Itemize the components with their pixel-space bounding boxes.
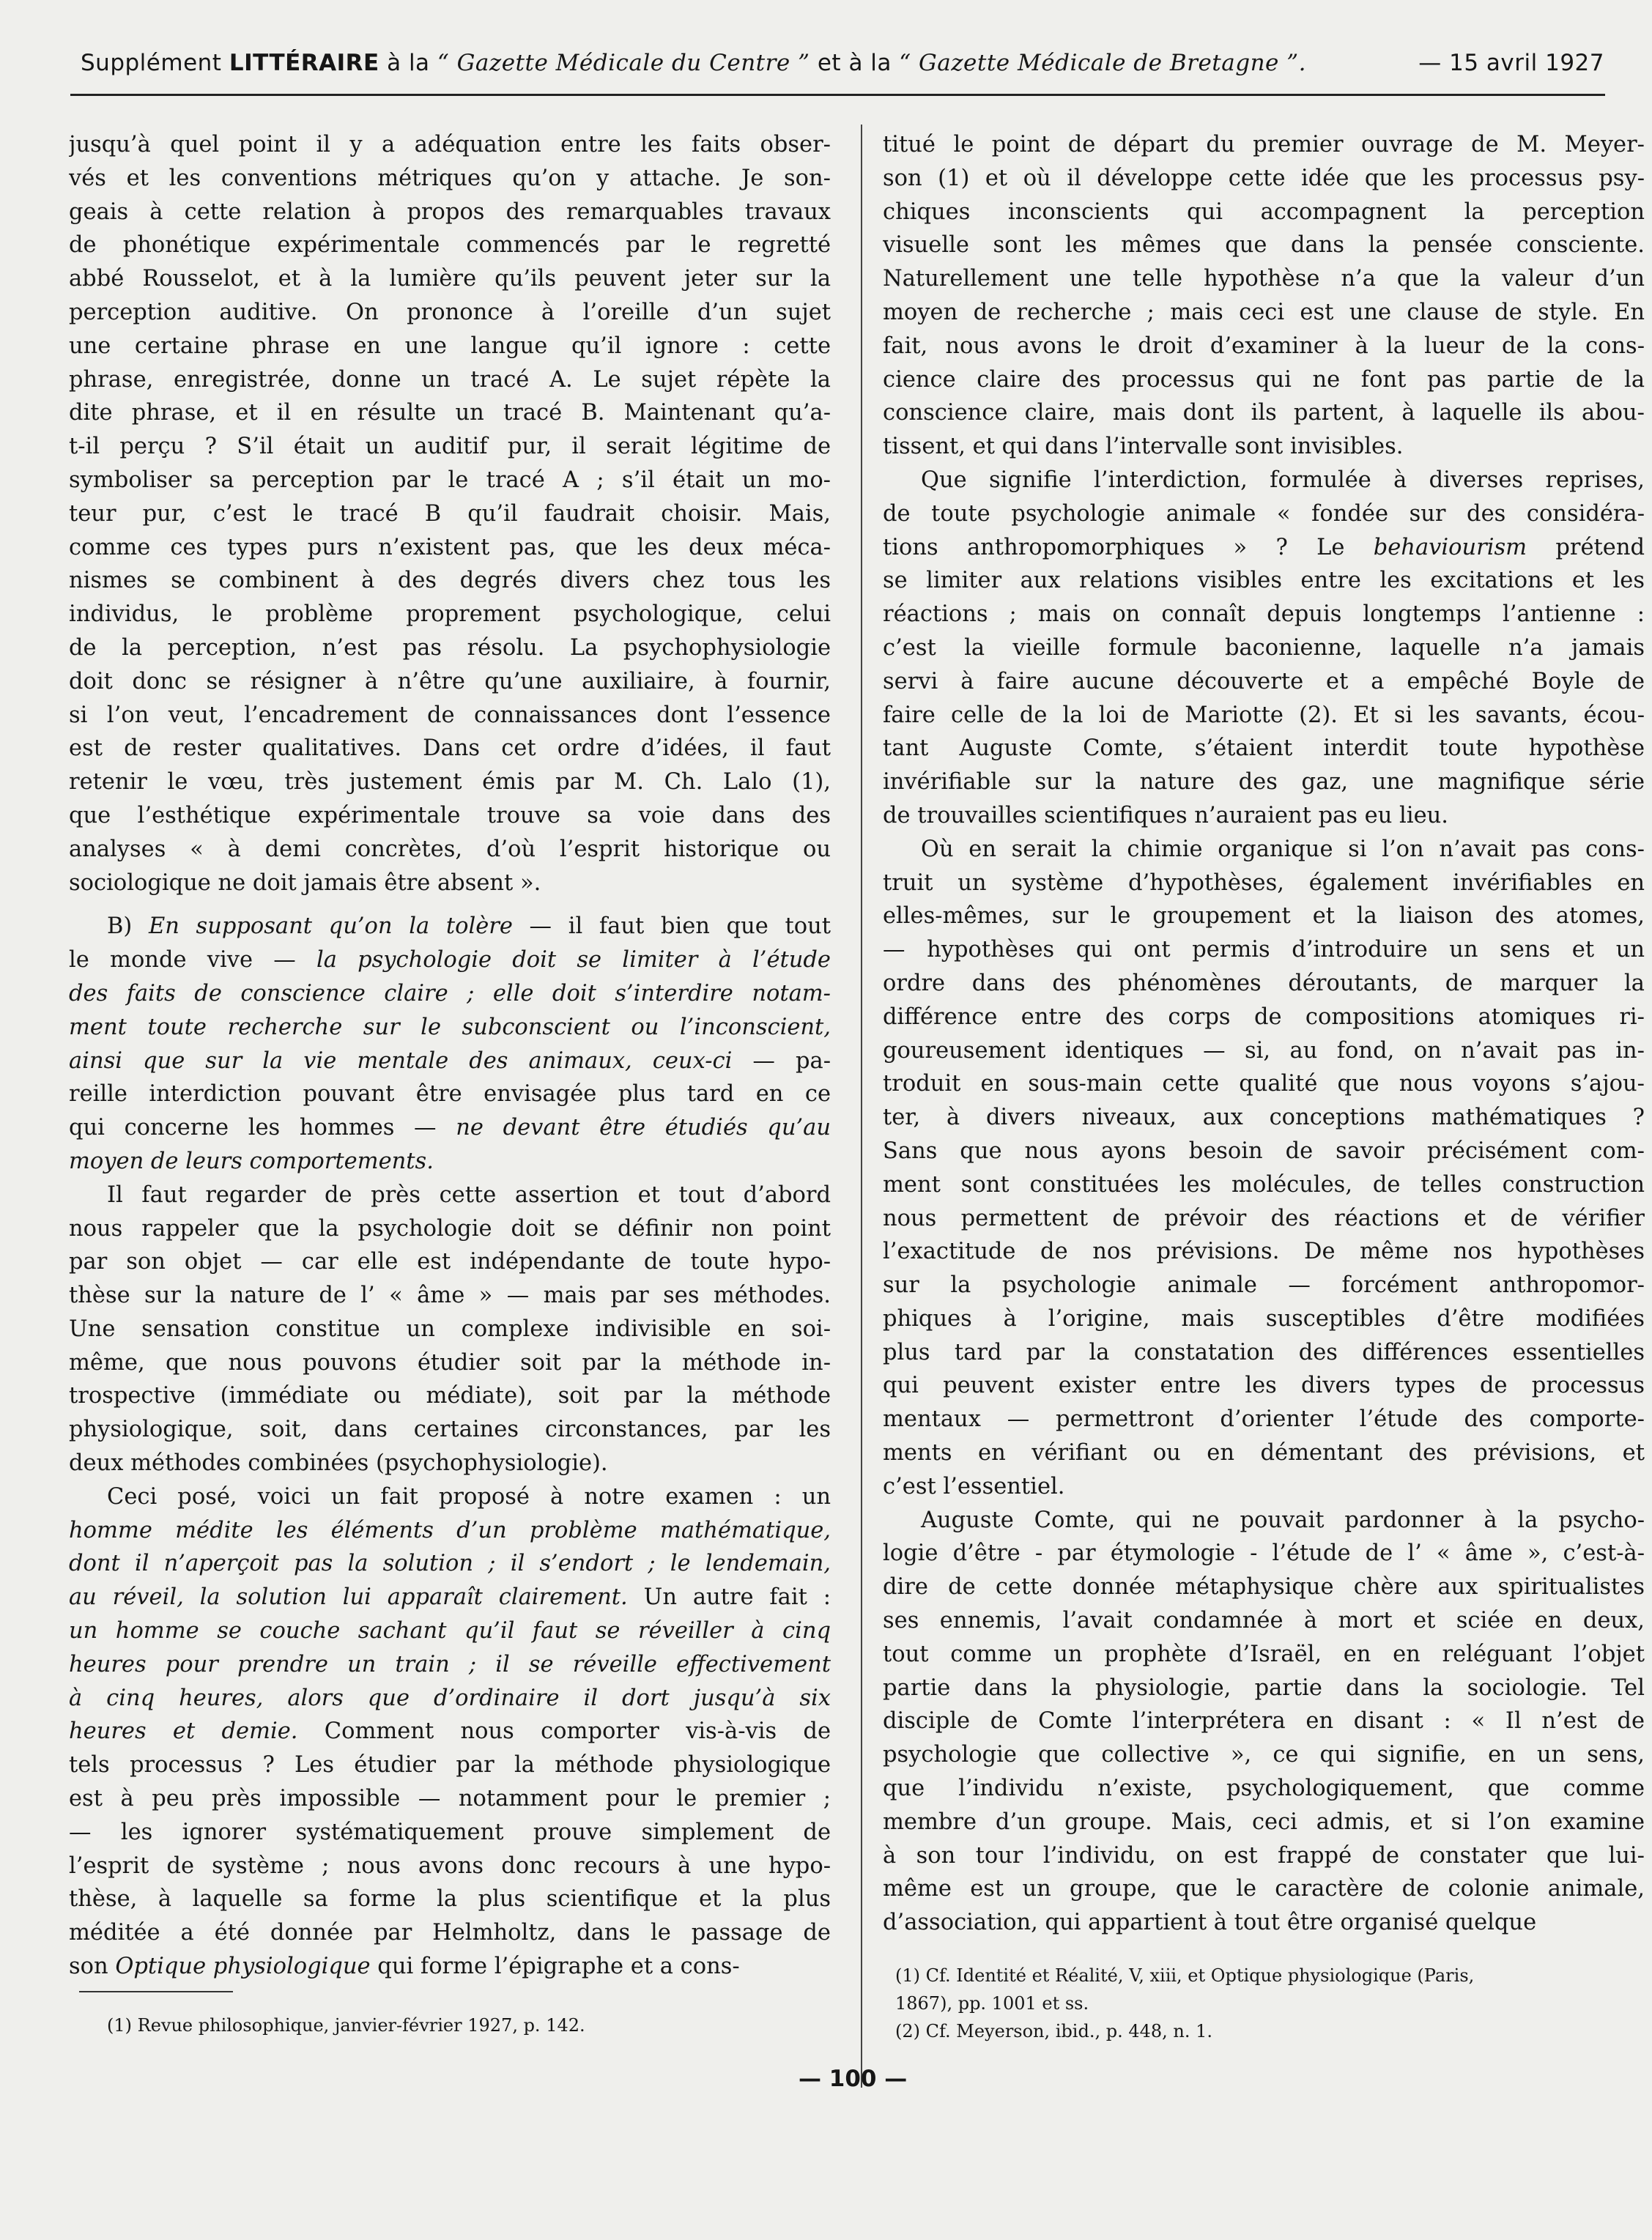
text-line: conscience claire, mais dont ils partent, à laquelle ils abou- [883, 400, 1645, 426]
text-line: d’association, qui appartient à tout être organisé quelque [883, 1910, 1537, 1936]
text-line: Auguste Comte, qui ne pouvait pardonner à la psycho- [921, 1507, 1645, 1533]
running-header [81, 50, 1604, 76]
text-line: comme ces types purs n’existent pas, que les deux méca- [69, 534, 831, 560]
text-line: nous rappeler que la psychologie doit se définir non point [69, 1215, 831, 1242]
text-line: dite phrase, et il en résulte un tracé B. Maintenant qu’a- [69, 400, 831, 426]
text-line: ses ennemis, l’avait condamnée à mort et sciée en deux, [883, 1608, 1645, 1634]
text-line: tissent, et qui dans l’intervalle sont invisibles. [883, 434, 1404, 460]
text-line: même est un groupe, que le caractère de colonie animale, [883, 1876, 1645, 1902]
text-line: titué le point de départ du premier ouvrage de M. Meyer- [883, 132, 1645, 157]
header-gazette-centre: “ Gazette Médicale du Centre ” [437, 50, 810, 76]
text-line: retenir le vœu, très justement émis par M. Ch. Lalo (1), [69, 769, 831, 796]
text-line: phrase, enregistrée, donne un tracé A. Le sujet répète la [69, 366, 831, 393]
text-line: mentaux — permettront d’orienter l’étude des comporte- [883, 1406, 1645, 1433]
footnote-right-1-cont: 1867), pp. 1001 et ss. [895, 1993, 1089, 2014]
text-line: analyses « à demi concrètes, d’où l’esprit historique ou [69, 836, 831, 862]
footnote-left-1: (1) Revue philosophique, janvier-février 1927, p. 142. [107, 2015, 585, 2036]
text-line: fait, nous avons le droit d’examiner à la lueur de la cons- [883, 333, 1645, 359]
footnote-rule-left [79, 1991, 233, 1992]
text-line: tions anthropomorphiques » ? Le behaviourism prétend [883, 534, 1645, 560]
text-line: symboliser sa perception par le tracé A ; s’il était un mo- [69, 467, 831, 493]
text-line: que l’individu n’existe, psychologiquement, que comme [883, 1776, 1645, 1802]
text-line: à cinq heures, alors que d’ordinaire il dort jusqu’à six [69, 1685, 831, 1711]
text-line: de toute psychologie animale « fondée sur des considéra- [883, 500, 1645, 527]
text-line: membre d’un groupe. Mais, ceci admis, et si l’on examine [883, 1809, 1645, 1835]
header-a-la: à la [387, 50, 430, 76]
page-number: — 100 — [799, 2066, 908, 2092]
text-line: sur la psychologie animale — forcément anthropomor- [883, 1272, 1645, 1299]
text-line: deux méthodes combinées (psychophysiologie). [69, 1450, 608, 1477]
text-line: un homme se couche sachant qu’il faut se réveiller à cinq [69, 1618, 831, 1644]
text-line: même, que nous pouvons étudier soit par la méthode in- [69, 1349, 831, 1376]
text-line: Ceci posé, voici un fait proposé à notre examen : un [107, 1483, 831, 1510]
text-line: le monde vive — la psychologie doit se limiter à l’étude [69, 947, 831, 973]
text-line: teur pur, c’est le tracé B qu’il faudrait choisir. Mais, [69, 500, 831, 527]
text-line: individus, le problème proprement psychologique, celui [69, 601, 831, 628]
footnotes-left [107, 2011, 585, 2039]
text-line: faire celle de la loi de Mariotte (2). Et si les savants, écou- [883, 702, 1645, 728]
text-line: B) En supposant qu’on la tolère — il faut bien que tout [107, 913, 831, 940]
text-line: ainsi que sur la vie mentale des animaux, ceux-ci — pa- [69, 1047, 831, 1074]
text-line: perception auditive. On prononce à l’oreille d’un sujet [69, 299, 831, 325]
text-line: — hypothèses qui ont permis d’introduire un sens et un [883, 937, 1645, 963]
text-line: heures pour prendre un train ; il se réveille effectivement [69, 1651, 831, 1677]
text-line: trospective (immédiate ou médiate), soit par la méthode [69, 1383, 831, 1409]
text-line: moyen de recherche ; mais ceci est une clause de style. En [883, 299, 1645, 325]
text-line: thèse sur la nature de l’ « âme » — mais par ses méthodes. [69, 1283, 831, 1309]
text-line: dont il n’aperçoit pas la solution ; il s’endort ; le lendemain, [69, 1551, 831, 1577]
text-line: heures et demie. Comment nous comporter vis-à-vis de [69, 1718, 831, 1745]
text-line: nismes se combinent à des degrés divers chez tous les [69, 568, 831, 594]
text-line: truit un système d’hypothèses, également invérifiables en [883, 869, 1645, 896]
text-line: Où en serait la chimie organique si l’on n’avait pas cons- [921, 836, 1645, 862]
text-line: tant Auguste Comte, s’étaient interdit toute hypothèse [883, 735, 1645, 762]
text-line: t-il perçu ? S’il était un auditif pur, il serait légitime de [69, 434, 831, 460]
text-line: servi à faire aucune découverte et a empêché Boyle de [883, 668, 1645, 694]
text-line: abbé Rousselot, et à la lumière qu’ils peuvent jeter sur la [69, 266, 831, 292]
text-line: son Optique physiologique qui forme l’épigraphe et a cons- [69, 1954, 740, 1980]
text-line: si l’on veut, l’encadrement de connaissances dont l’essence [69, 702, 831, 728]
footnote-right-1: (1) Cf. Identité et Réalité, V, xiii, et Optique physiologique (Paris, [895, 1965, 1475, 1986]
header-rule [70, 94, 1605, 96]
text-line: — les ignorer systématiquement prouve simplement de [69, 1819, 831, 1845]
header-gazette-bretagne: “ Gazette Médicale de Bretagne ”. [899, 50, 1306, 76]
text-line: par son objet — car elle est indépendante de toute hypo- [69, 1249, 831, 1275]
text-line: cience claire des processus qui ne font pas partie de la [883, 366, 1645, 393]
text-line: tout comme un prophète d’Israël, en en reléguant l’objet [883, 1641, 1645, 1667]
header-supplement: Supplément [81, 50, 222, 76]
text-line: reille interdiction pouvant être envisagée plus tard en ce [69, 1081, 831, 1108]
text-line: des faits de conscience claire ; elle doit s’interdire notam- [69, 980, 831, 1006]
text-line: que l’esthétique expérimentale trouve sa voie dans des [69, 802, 831, 828]
text-line: réactions ; mais on connaît depuis longtemps l’antienne : [883, 601, 1645, 628]
text-line: Que signifie l’interdiction, formulée à diverses reprises, [921, 467, 1645, 493]
text-line: Naturellement une telle hypothèse n’a que la valeur d’un [883, 266, 1645, 292]
header-et-a-la: et à la [817, 50, 892, 76]
text-line: ter, à divers niveaux, aux conceptions mathématiques ? [883, 1105, 1645, 1131]
text-line: c’est l’essentiel. [883, 1473, 1065, 1499]
text-line: goureusement identiques — si, au fond, on n’avait pas in- [883, 1037, 1645, 1064]
text-line: nous permettent de prévoir des réactions et de vérifier [883, 1205, 1645, 1231]
text-line: au réveil, la solution lui apparaît clairement. Un autre fait : [69, 1584, 831, 1611]
text-line: partie dans la physiologie, partie dans la sociologie. Tel [883, 1675, 1645, 1701]
text-line: doit donc se résigner à n’être qu’une auxiliaire, à fournir, [69, 668, 831, 694]
text-line: disciple de Comte l’interprétera en disant : « Il n’est de [883, 1708, 1645, 1735]
text-line: chiques inconscients qui accompagnent la perception [883, 199, 1645, 225]
text-line: jusqu’à quel point il y a adéquation entre les faits obser- [69, 132, 831, 157]
text-line: sociologique ne doit jamais être absent ». [69, 869, 541, 896]
text-line: est à peu près impossible — notamment pour le premier ; [69, 1786, 831, 1812]
text-line: invérifiable sur la nature des gaz, une magnifique série [883, 769, 1645, 796]
footnotes-right [895, 1962, 1620, 2045]
text-line: Une sensation constitue un complexe indivisible en soi- [69, 1316, 831, 1342]
left-column [69, 128, 831, 1984]
text-line: dire de cette donnée métaphysique chère aux spiritualistes [883, 1574, 1645, 1601]
footnote-right-2: (2) Cf. Meyerson, ibid., p. 448, n. 1. [895, 2021, 1213, 2041]
text-line: ments en vérifiant ou en démentant des prévisions, et [883, 1440, 1645, 1466]
text-line: moyen de leurs comportements. [69, 1148, 434, 1174]
text-line: ment toute recherche sur le subconscient ou l’inconscient, [69, 1014, 831, 1040]
text-line: thèse, à laquelle sa forme la plus scientifique et la plus [69, 1886, 831, 1913]
header-date: — 15 avril 1927 [1418, 50, 1604, 76]
text-line: Il faut regarder de près cette assertion et tout d’abord [107, 1182, 831, 1208]
text-line: qui peuvent exister entre les divers types de processus [883, 1373, 1645, 1399]
text-line: à son tour l’individu, on est frappé de constater que lui- [883, 1842, 1645, 1869]
text-line: vés et les conventions métriques qu’on y attache. Je son- [69, 165, 831, 191]
text-line: est de rester qualitatives. Dans cet ordre d’idées, il faut [69, 735, 831, 762]
text-line: plus tard par la constatation des différences essentielles [883, 1339, 1645, 1365]
text-line: troduit en sous-main cette qualité que nous voyons s’ajou- [883, 1071, 1645, 1097]
text-line: psychologie que collective », ce qui signifie, en un sens, [883, 1742, 1645, 1768]
header-litteraire: LITTÉRAIRE [229, 50, 379, 76]
text-line: ordre dans des phénomènes déroutants, de marquer la [883, 970, 1645, 996]
text-line: son (1) et où il développe cette idée que les processus psy- [883, 165, 1645, 191]
text-line: de la perception, n’est pas résolu. La psychophysiologie [69, 634, 831, 661]
text-line: l’esprit de système ; nous avons donc recours à une hypo- [69, 1853, 831, 1879]
text-line: visuelle sont les mêmes que dans la pensée consciente. [883, 232, 1645, 259]
text-line: différence entre des corps de compositions atomiques ri- [883, 1004, 1645, 1030]
text-line: c’est la vieille formule baconienne, laquelle n’a jamais [883, 634, 1645, 661]
text-line: logie d’être - par étymologie - l’étude de l’ « âme », c’est-à- [883, 1540, 1645, 1567]
text-line: se limiter aux relations visibles entre les excitations et les [883, 568, 1645, 594]
text-line: geais à cette relation à propos des remarquables travaux [69, 199, 831, 225]
text-line: de phonétique expérimentale commencés par le regretté [69, 232, 831, 259]
text-line: elles-mêmes, sur le groupement et la liaison des atomes, [883, 903, 1645, 930]
text-line: de trouvailles scientifiques n’auraient pas eu lieu. [883, 802, 1448, 828]
text-line: physiologique, soit, dans certaines circonstances, par les [69, 1417, 831, 1443]
text-line: homme médite les éléments d’un problème mathématique, [69, 1517, 831, 1543]
text-line: ment sont constituées les molécules, de telles construction [883, 1171, 1645, 1198]
text-line: l’exactitude de nos prévisions. De même nos hypothèses [883, 1239, 1645, 1265]
text-line: une certaine phrase en une langue qu’il ignore : cette [69, 333, 831, 359]
text-line: Sans que nous ayons besoin de savoir précisément com- [883, 1138, 1645, 1164]
text-line: qui concerne les hommes — ne devant être étudiés qu’au [69, 1115, 831, 1141]
right-column [883, 128, 1645, 1940]
text-line: phiques à l’origine, mais susceptibles d’être modifiées [883, 1305, 1645, 1332]
column-divider [861, 125, 862, 2088]
text-line: méditée a été donnée par Helmholtz, dans le passage de [69, 1920, 831, 1946]
text-line: tels processus ? Les étudier par la méthode physiologique [69, 1752, 831, 1779]
